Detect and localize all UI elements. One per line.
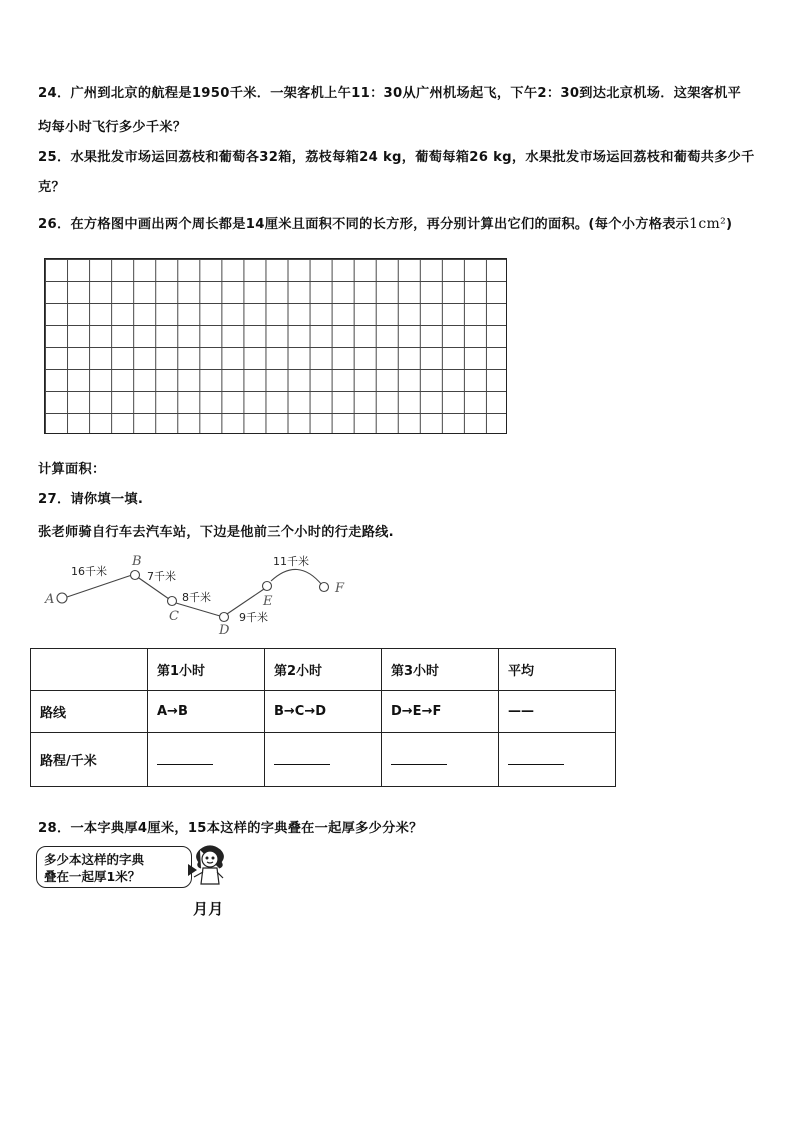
- q26-text: 26．在方格图中画出两个周长都是14厘米且面积不同的长方形，再分别计算出它们的面积。(每个小方格表示: [38, 217, 690, 232]
- route-diagram: [40, 548, 360, 640]
- seg-cd: 8千米: [182, 591, 211, 604]
- seg-de: 9千米: [239, 611, 268, 624]
- seg-ab: 16千米: [71, 565, 107, 578]
- route-hour2: B→C→D: [265, 691, 382, 733]
- answer-blank-average[interactable]: [508, 750, 564, 765]
- q24-line2: 均每小时飞行多少千米？: [38, 120, 187, 135]
- answer-blank-hour3[interactable]: [391, 750, 447, 765]
- character-name: 月月: [193, 900, 224, 918]
- answer-blank-hour1[interactable]: [157, 750, 213, 765]
- q26-unit: 1cm²: [689, 216, 727, 232]
- q27-title: 27．请你填一填.: [38, 492, 144, 507]
- point-b: [131, 571, 140, 580]
- answer-blank-hour2[interactable]: [274, 750, 330, 765]
- header-hour3: 第3小时: [382, 649, 499, 691]
- route-average: ——: [499, 691, 616, 733]
- bubble-line2: 叠在一起厚1米？: [44, 869, 141, 884]
- row-distance-label: 路程/千米: [31, 733, 148, 787]
- header-average: 平均: [499, 649, 616, 691]
- route-hour1: A→B: [148, 691, 265, 733]
- route-table: [30, 648, 616, 787]
- point-a: [57, 593, 67, 603]
- point-c: [168, 597, 177, 606]
- q26-close: ): [726, 217, 733, 232]
- q26-calc-label: 计算面积：: [38, 462, 106, 477]
- square-grid[interactable]: [44, 258, 507, 434]
- label-c: C: [169, 609, 179, 624]
- girl-illustration: [190, 844, 230, 894]
- header-hour2: 第2小时: [265, 649, 382, 691]
- point-d: [220, 613, 229, 622]
- label-f: F: [335, 581, 345, 596]
- q25-line1: 25．水果批发市场运回荔枝和葡萄各32箱，荔枝每箱24 kg，葡萄每箱26 kg，水果批发市场运回荔枝和葡萄共多少千: [38, 150, 755, 165]
- row-route-label: 路线: [31, 691, 148, 733]
- q24-line1: 24．广州到北京的航程是1950千米．一架客机上午11：30从广州机场起飞，下午2：30到达北京机场．这架客机平: [38, 86, 742, 101]
- header-hour1: 第1小时: [148, 649, 265, 691]
- label-d: D: [219, 623, 230, 638]
- route-hour3: D→E→F: [382, 691, 499, 733]
- label-b: B: [132, 554, 142, 569]
- speech-bubble: [36, 846, 192, 888]
- label-e: E: [263, 594, 273, 609]
- seg-bc: 7千米: [147, 570, 176, 583]
- label-a: A: [45, 592, 55, 607]
- q27-desc: 张老师骑自行车去汽车站，下边是他前三个小时的行走路线.: [38, 525, 394, 540]
- header-blank: [31, 649, 148, 691]
- point-f: [320, 583, 329, 592]
- q28-text: 28．一本字典厚4厘米，15本这样的字典叠在一起厚多少分米？: [38, 821, 423, 836]
- seg-ef: 11千米: [273, 555, 309, 568]
- bubble-line1: 多少本这样的字典: [44, 852, 145, 867]
- point-e: [263, 582, 272, 591]
- q26-question: [38, 213, 732, 232]
- q25-line2: 克？: [38, 180, 65, 195]
